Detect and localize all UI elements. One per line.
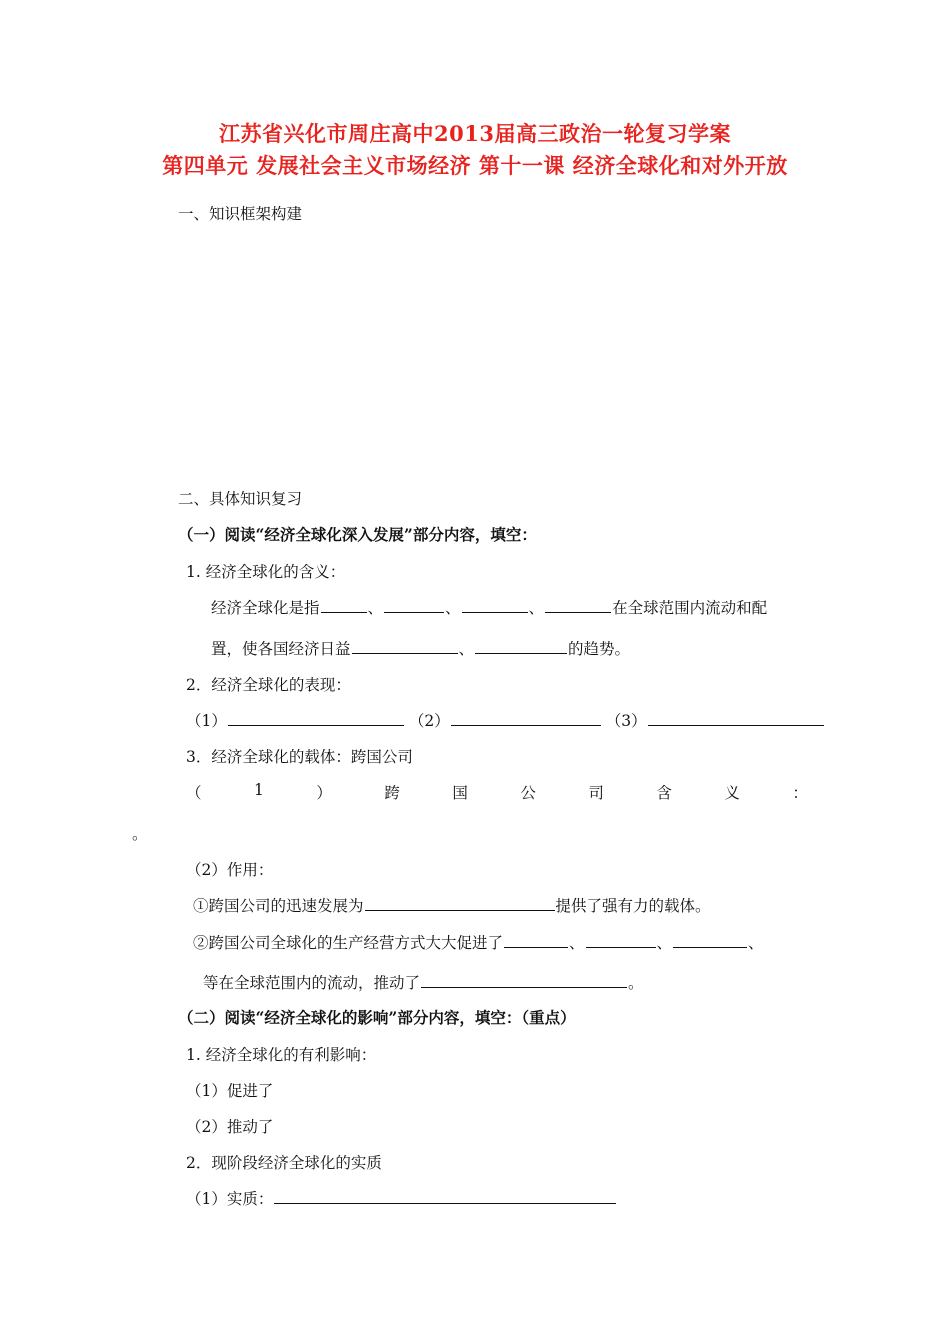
separator: 、 xyxy=(656,934,673,952)
q1-text-b: 在全球范围内流动和配 xyxy=(612,599,768,617)
separator: 、 xyxy=(458,640,475,658)
part2-q1-item-2: （2）推动了 xyxy=(186,1118,274,1136)
part1-q3-role-1 xyxy=(193,894,711,916)
spread-char: 义 xyxy=(724,784,740,802)
role3-text-b: 。 xyxy=(628,974,644,992)
fill-blank[interactable] xyxy=(545,598,611,613)
part1-q3-title: 3．经济全球化的载体：跨国公司 xyxy=(186,748,413,766)
part1-q3-role: （2）作用： xyxy=(186,861,274,879)
role1-text-a: ①跨国公司的迅速发展为 xyxy=(193,897,364,915)
spread-char: 公 xyxy=(520,784,536,802)
separator: 、 xyxy=(748,934,764,952)
q1-text-c: 置，使各国经济日益 xyxy=(211,640,351,658)
fill-blank[interactable] xyxy=(228,711,404,726)
spread-char: 司 xyxy=(588,784,604,802)
part1-q1-line-b xyxy=(211,637,630,659)
spread-char: 含 xyxy=(656,784,672,802)
fill-blank[interactable] xyxy=(648,711,824,726)
fill-blank[interactable] xyxy=(421,973,627,988)
separator: 、 xyxy=(528,599,545,617)
doc-title-line1: 江苏省兴化市周庄高中2013届高三政治一轮复习学案 xyxy=(219,121,731,146)
fill-blank[interactable] xyxy=(352,639,458,654)
fill-blank[interactable] xyxy=(475,639,567,654)
part1-q1-line-a xyxy=(211,596,767,618)
spread-char: ： xyxy=(792,784,808,802)
doc-title-line2: 第四单元 发展社会主义市场经济 第十一课 经济全球化和对外开放 xyxy=(162,153,788,178)
part2-q1-item-1: （1）促进了 xyxy=(186,1082,274,1100)
role3-text-a: 等在全球范围内的流动，推动了 xyxy=(203,974,421,992)
spread-char: （ xyxy=(186,784,202,802)
role2-text-a: ②跨国公司全球化的生产经营方式大大促进了 xyxy=(193,934,504,952)
spread-char: ） xyxy=(316,784,332,802)
separator: 、 xyxy=(367,599,384,617)
item-label-2: （2） xyxy=(408,712,450,730)
spread-char: 跨 xyxy=(384,784,400,802)
fill-blank[interactable] xyxy=(462,598,528,613)
separator: 、 xyxy=(445,599,461,617)
separator: 、 xyxy=(569,934,585,952)
fill-blank[interactable] xyxy=(321,598,367,613)
part1-heading: （一）阅读“经济全球化深入发展”部分内容，填空： xyxy=(178,525,537,544)
part2-q1-title: 1. 经济全球化的有利影响： xyxy=(186,1046,377,1064)
part1-q1-title: 1. 经济全球化的含义： xyxy=(186,563,346,581)
fill-blank[interactable] xyxy=(365,896,555,911)
item-label-3: （3） xyxy=(605,712,647,730)
part2-heading: （二）阅读“经济全球化的影响”部分内容，填空：（重点） xyxy=(178,1008,576,1027)
spread-char: 国 xyxy=(452,784,468,802)
essence-label: （1）实质： xyxy=(186,1190,274,1208)
part2-q2-title: 2．现阶段经济全球化的实质 xyxy=(186,1154,382,1172)
part2-q2-item-1 xyxy=(186,1187,617,1209)
section-heading-framework: 一、知识框架构建 xyxy=(178,205,303,223)
q1-text-a: 经济全球化是指 xyxy=(211,599,320,617)
part1-q2-title: 2．经济全球化的表现： xyxy=(186,676,351,694)
part1-q2-items xyxy=(186,709,825,731)
fill-blank[interactable] xyxy=(673,933,747,948)
fill-blank[interactable] xyxy=(451,711,601,726)
fill-blank[interactable] xyxy=(504,933,568,948)
part1-q3-meaning-line xyxy=(186,781,808,803)
item-label-1: （1） xyxy=(186,712,227,730)
part1-q3-role-3 xyxy=(203,971,644,993)
spread-char: 1 xyxy=(254,781,264,799)
role1-text-b: 提供了强有力的载体。 xyxy=(555,897,711,915)
part1-q3-meaning-end: 。 xyxy=(132,825,148,843)
part1-q3-role-2 xyxy=(193,931,764,953)
q1-text-d: 的趋势。 xyxy=(568,640,631,658)
section-heading-review: 二、具体知识复习 xyxy=(178,490,303,508)
fill-blank[interactable] xyxy=(274,1189,616,1204)
fill-blank[interactable] xyxy=(586,933,656,948)
fill-blank[interactable] xyxy=(384,598,444,613)
